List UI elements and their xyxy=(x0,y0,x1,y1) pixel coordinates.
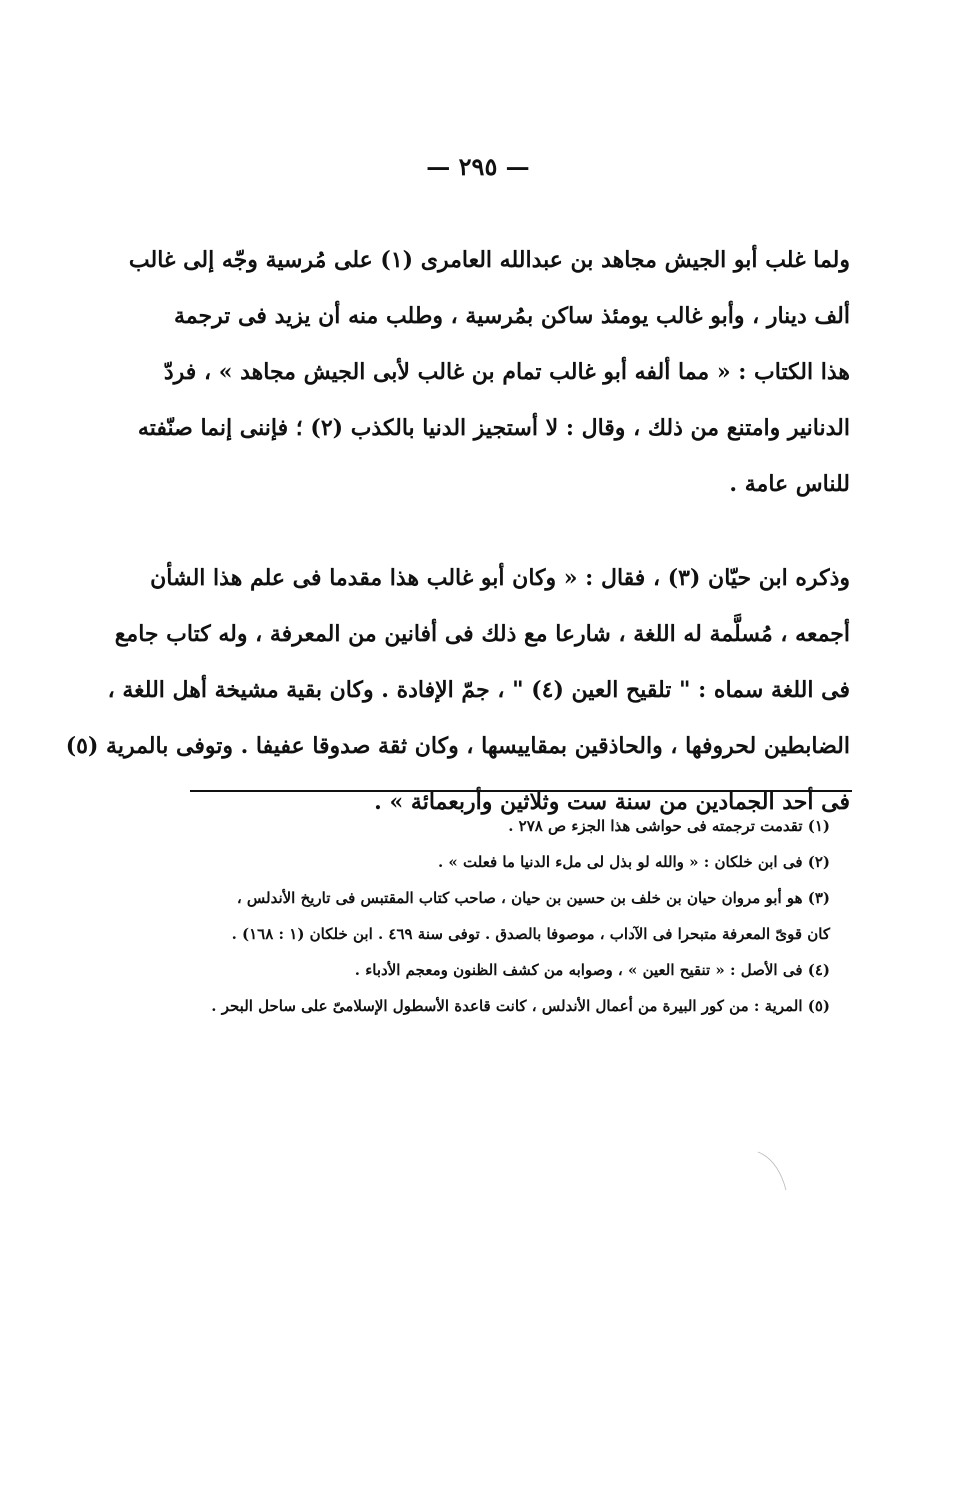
footnote: (٤) فى الأصل : « تنقيح العين » ، وصوابه من كشف الظنون ومعجم الأدباء . xyxy=(354,961,830,979)
footnote: (٣) هو أبو مروان حيان بن خلف بن حسين بن حيان ، صاحب كتاب المقتبس فى تاريخ الأندلس ، xyxy=(236,889,830,907)
footnotes xyxy=(190,808,830,1024)
text-line: أجمعه ، مُسلَّمة له اللغة ، شارعا مع ذلك فى أفانين من المعرفة ، وله كتاب جامع xyxy=(114,621,850,647)
footnote: (٥) المرية : من كور البيرة من أعمال الأندلس ، كانت قاعدة الأسطول الإسلامىّ على ساحل البحر . xyxy=(211,997,830,1015)
text-line: وذكره ابن حيّان (٣) ، فقال : « وكان أبو غالب هذا مقدما فى علم هذا الشأن xyxy=(150,565,850,591)
text-line: ولما غلب أبو الجيش مجاهد بن عبدالله العامرى (١) على مُرسية وجّه إلى غالب xyxy=(128,247,850,273)
text-line: فى اللغة سماه : " تلقيح العين (٤) " ، جمّ الإفادة . وكان بقية مشيخة أهل اللغة ، xyxy=(107,677,850,703)
footnote: (٢) فى ابن خلكان : « والله لو بذل لى ملء الدنيا ما فعلت » . xyxy=(437,853,830,871)
text-line: فى أحد الجمادين من سنة ست وثلاثين وأربعمائة » . xyxy=(374,789,850,815)
text-line: للناس عامة . xyxy=(729,471,850,497)
main-text xyxy=(65,218,850,844)
footnote: (١) تقدمت ترجمته فى حواشى هذا الجزء ص ٢٧٨ . xyxy=(508,817,830,835)
footnote-separator xyxy=(190,790,852,792)
footnote: كان قوىّ المعرفة متبحرا فى الآداب ، موصوفا بالصدق . توفى سنة ٤٦٩ . ابن خلكان (١ : ١٦٨) . xyxy=(231,925,830,943)
text-line: الضابطين لحروفها ، والحاذقين بمقاييسها ، وكان ثقة صدوقا عفيفا . وتوفى بالمرية (٥) xyxy=(65,733,850,759)
text-line: ألف دينار ، وأبو غالب يومئذ ساكن بمُرسية ، وطلب منه أن يزيد فى ترجمة xyxy=(174,303,850,329)
text-line: هذا الكتاب : « مما ألفه أبو غالب تمام بن غالب لأبى الجيش مجاهد » ، فردّ xyxy=(163,359,850,385)
scan-artifact xyxy=(756,1150,796,1210)
text-line: الدنانير وامتنع من ذلك ، وقال : لا أستجيز الدنيا بالكذب (٢) ؛ فإننى إنما صنّفته xyxy=(137,415,850,441)
page-number: — ٢٩٥ — xyxy=(426,152,530,181)
